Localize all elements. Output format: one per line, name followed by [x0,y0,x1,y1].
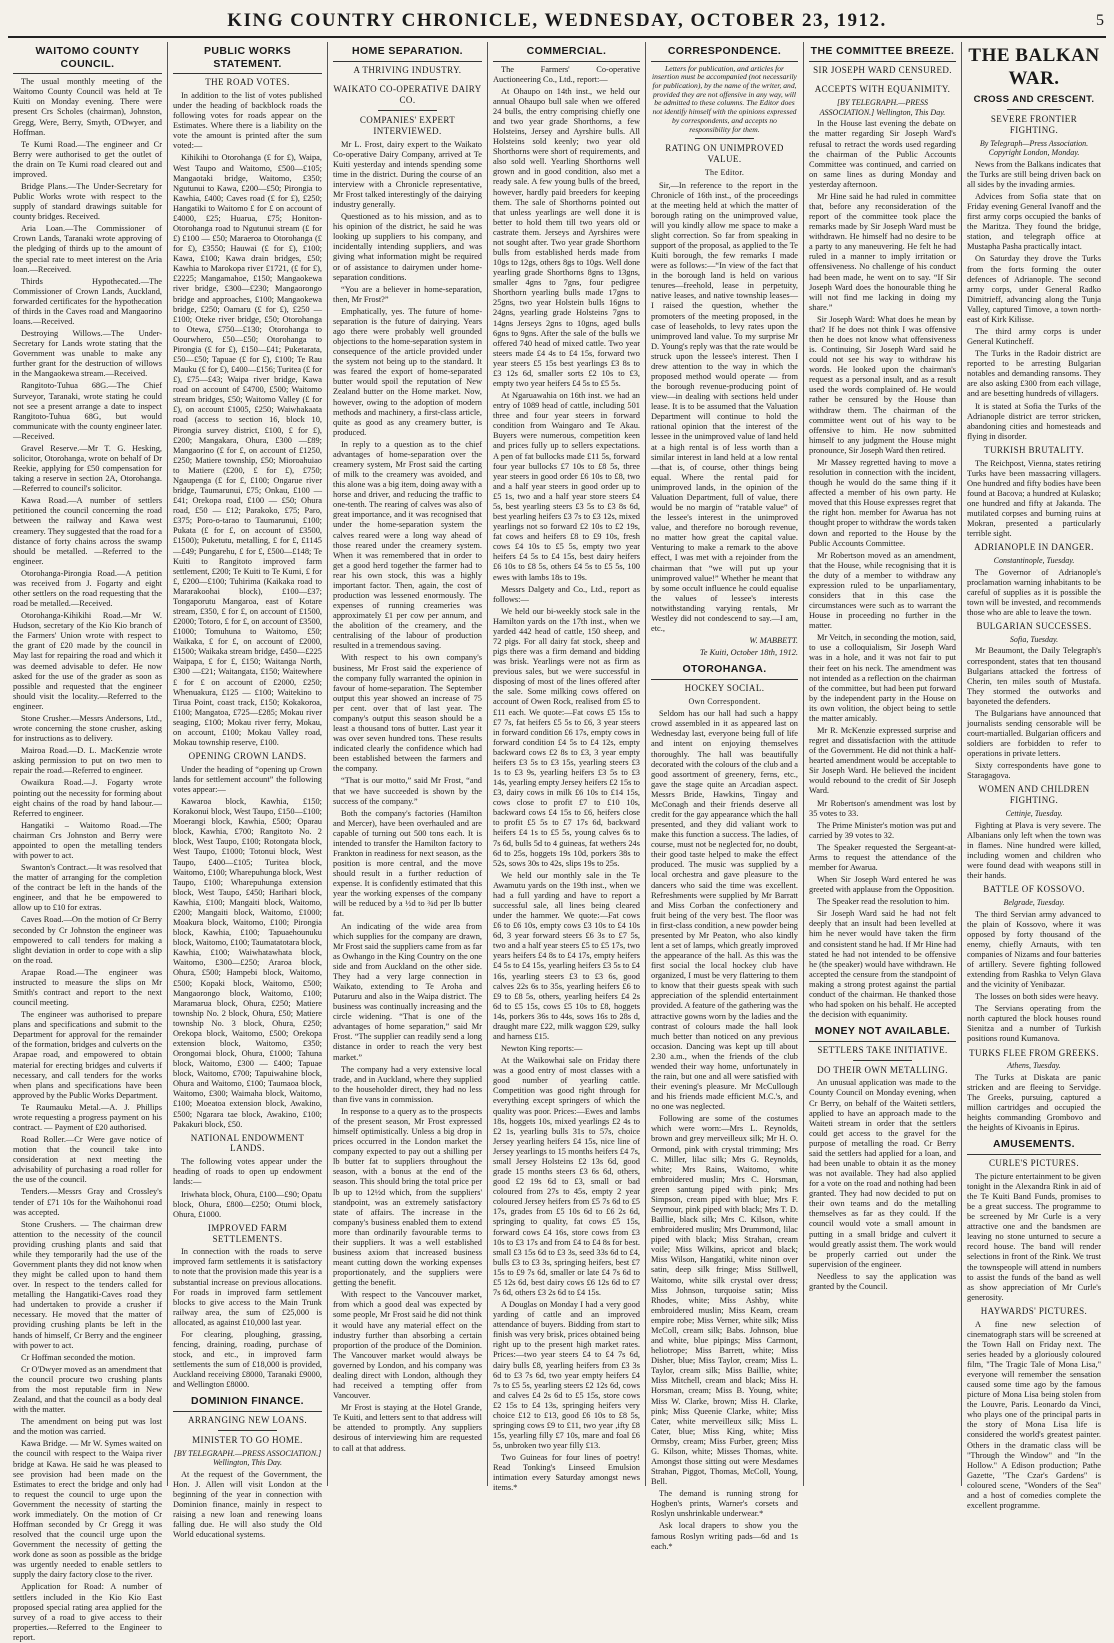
article-body [173,91,322,748]
deck-turks-flee: TURKS FLEE FROM GREEKS. [969,1047,1099,1058]
paragraph: The Reichpost, Vienna, states retiring Turks have been massacring villagers. One hundred and fifty bodies have been found at Bacova; a hundred at Kulasko; one hundred and fifty at Jakanda. The mutilated corpses and burning ruins at Mokran, presented a particularly terrible sight. [967,458,1101,539]
paragraph: Road Roller.—Cr Were gave notice of motion that the council take into consideration at next meeting the advisability of purchasing a road roller for the use of the council. [13,1135,162,1185]
columns [8,42,1106,1642]
dateline: Sofia, Tuesday. [1009,634,1059,644]
paragraph: Sixty correspondents have gone to Staragagova. [967,761,1101,781]
article-body [651,709,798,1551]
dateline: Constantinople, Tuesday. [993,556,1075,566]
column-correspondence [646,42,804,1551]
deck-rating-unimproved: RATING ON UNIMPROVED VALUE. [665,143,784,165]
paragraph: The picture entertainment to be given tonight in the Alexandra Rink in aid of the Te Kuiti Band Funds, promises to be a great success. The programme to be screened by Mr Curle is a very attractive one and the bandsmen are leaving no stone unturned to secure a record house. The band will render selections in front of the Rink. We trust the townspeople will attend in numbers to assist the funds of the band as well as show appreciation of Mr Curle's generosity. [967,1171,1101,1302]
article-body [173,1157,322,1219]
paragraph: Two Guineas for four lines of poetry! Read Tonking's Linseed Emulsion intimation every Saturday amongst news items.* [493,1453,640,1493]
paragraph: Sir Joseph Ward: What does he mean by that? If he does not think I was offensive then he does not know what offensiveness is. Continuing, Sir Joseph Ward said he could not see his way to withdraw his words. He looked upon the chairman's request as a personal insult, and as a result used the words complained of. He would rather be censured by the House than withdraw them. The chairman of the committee went out of his way to be offensive to him. He now submitted himself to any judgment the House might pronounce, Sir Joseph Ward then retired. [809,314,956,455]
headline-public-works: PUBLIC WORKS STATEMENT. [173,42,322,74]
paragraph: Advices from Sofia state that on Friday evening General Ivanoff and the first army corps occupied the banks of the Maritza. They found the bridge, station, and telegraph office at Mustapha Pasha practically intact. [967,192,1101,252]
headline-otorohanga: OTOROHANGA. [651,660,798,680]
masthead-title: KING COUNTRY CHRONICLE, WEDNESDAY, OCTOBER 23, 1912. [227,10,887,31]
deck-women-children: WOMEN AND CHILDREN FIGHTING. [978,784,1090,806]
paragraph: Thirds Hypothecated.—The Commissioner of Crown Lands, Auckland, forwarded certificates for the hypothecation of thirds in the Caves road and Mangaorino loans.—Received. [13,276,162,326]
paragraph: The engineer was authorised to prepare plans and specifications and submit to the Department for approval for the remainder of the formation, bridges and culverts on the Arapae road, and empowered to obtain material for erecting bridges and culverts if necessary, and call tenders for the works when plans and specifications have been approved by the Public Works Department. [13,1010,162,1100]
paragraph: The Speaker requested the Sergeant-at-Arms to request the attendance of the member for Awarua. [809,842,956,872]
column-committee-breeze [804,42,962,1486]
paragraph: The third army corps is under General Kutincheff. [967,327,1101,347]
paragraph: On Saturday they drove the Turks from the forts forming the outer defences of Adrianople. The second army corps, under General Radko Dimitrieff, advancing along the Tunja Valley, captured Timove, a town north-east of Kirk Kilisse. [967,254,1101,324]
paragraph: For clearing, ploughing, grassing, fencing, draining, roading, purchase of stock, and etc., in improved farm settlements the sum of £18,000 is provided, Auckland receiving £8000, Taranaki £9000, and Wellington £8000. [173,1329,322,1390]
paragraph: Cr Hoffman seconded the motion. [21,1352,136,1362]
deck-national-endowment: NATIONAL ENDOWMENT LANDS. [190,1132,305,1154]
paragraph: We held our monthly sale in the Te Awamutu yards on the 19th inst., when we had a full yarding and have to report a successful sale, all lines being cleared under the hammer. We quote:—Fat cows £6 to £6 10s, empty cows £3 10s to £4 10s 6d, 3 year forward steers £6 3s to £7 5s, two and a half year steers £5 to £5 17s, two years heifers £4 8s to £4 17s, empty heifers £4 5s to £4 15s, yearling heifers £3 5s to £4 16s, yearling steers £3 to £3 6s, good calves 22s 6s to 35s, yearling heifers £6 to £9 to £8 5s, others, yearling heifers £4 2s 6d to £5 15s, cows £5 10s to £8, hoggets 14s, porkers 36s to 44s, sows 16s to 28s d, draught mare £22, milk waggon £29, sulky and harness £15. [493,870,640,1042]
deck-thriving-industry: A THRIVING INDUSTRY. [353,64,462,75]
paragraph: Mr L. Frost, dairy expert to the Waikato Co-operative Dairy Company, arrived at Te Kuiti yesterday and intends spending some time in the district. During the course of an interview with a Chronicle representative, Mr Frost talked interestingly of the dairying industry generally. [333,139,482,210]
divider [378,79,438,80]
deck-waikato-dairy: WAIKATO CO-OPERATIVE DAIRY CO. [333,84,482,106]
dateline: Belgrade, Tuesday. [1003,897,1065,907]
deck-settlers-initiative: SETTLERS TAKE INITIATIVE. [817,1044,948,1055]
dateline: Cettinje, Tuesday. [1005,809,1063,819]
paragraph: Gravel Reserve.—Mr T. G. Hesking, solicitor, Otorohanga, wrote on behalf of Dr Reekie, applying for £50 compensation for taking a reserve in section 2A, Otorohanga.—Referred to council's solicitor. [13,443,162,494]
paragraph: Otorohanga-Pirongia Road.—A petition was received from J. Fogarty and eight other settlers on the road requesting that the road be metalled.—Received. [13,568,162,609]
paragraph: At the request of the Government, the Hon. J. Allen will visit London at the beginning of the year in connection with Dominion finance, mainly in respect to raising a new loan and renewing loans falling due. He will also study the Old World educational systems. [173,1469,322,1540]
deck-hockey-social: HOCKEY SOCIAL. [684,682,765,693]
article-body [651,181,798,635]
article-body [967,1172,1101,1303]
paragraph: The Speaker read the resolution to him. [817,897,950,907]
deck-road-votes: THE ROAD VOTES. [205,77,290,88]
paragraph: Mr Frost is staying at the Hotel Grande, Te Kuiti, and letters sent to that address will be attended to promptly. Any suppliers desirous of interviewing him are requested to call at that address. [333,1403,482,1453]
paragraph: The losses on both sides were heavy. [975,992,1099,1002]
deck-frontier-fighting: SEVERE FRONTIER FIGHTING. [990,113,1078,135]
paragraph: In reply to a question as to the chief advantages of home-separation over the creamery system, Mr Frost said the carting of milk to the creamery was avoided, and this alone was a big item, doing away with a horse and driver, and reducing the traffic to one-tenth. The rearing of calves was also of great importance, and it was recognised that under the home-separation system the calves reared were a long way ahead of those reared under the creamery system. When it was remembered that in order to get a good herd together the farmer had to rear his own stock, this was a highly important factor. Then, again, the cost of production was lessened enormously. The expenses of running creameries was approximately £1 per cow per annum, and the abolition of the creamery, and the centralising of the labour of production resulted in a tremendous saving. [333,439,482,651]
article-body [967,568,1101,618]
paragraph: At Ohaupo on 14th inst., we held our annual Ohaupo bull sale when we offered 24 bulls, the entry comprising chiefly one and two year grade Shorthorns, a few Holsteins, Jersey and Ayrshire bulls. All Holsteins sold keenly; two year old Shorthorns were short of requirements, and also sold well. Yearling Shorthorns well grown and in good condition, also met a ready sale. A few young bulls of the breed, however, hardly paid breeders for keeping them. The sale of Shorthorns pointed out that unless yearlings are well done it is better to hold them till two years old or castrate them. Jerseys and Ayrshires were not sought after. Two year grade Shorthorn bulls from established herds made from 10gs to 12gs, others 8gs to 10gs. Well done yearling grade Shorthorns 8gns to 13gns, smaller 4gns to 7gns, four pedigree Shorthorn yearling bulls made 17gns to 25gns, two year Holstein bulls 16gns to 24gns, yearling grade Holsteins 7gns to 14gns Jerseys 2gns to 10gns, aged bulls 6gns to 9gns. After the sale of the bulls we offered 740 head of mixed cattle. Two year steers made £4 4s to £4 15s, forward two year steers £5 15s best yearlings £3 8s to £3 12s 6d, smaller sorts £2 10s to £3, empty two year heifers £4 5s to £5 5s. [493,86,640,389]
paragraph: Mairoa Road.—D. L. MacKenzie wrote asking permission to put on two men to repair the road.—Referred to engineer. [13,746,162,776]
paragraph: The Turks in the Radoir district are reported to be arresting Bulgarian notables and demanding ransoms. They are also asking £300 from each village, and are besetting hundreds of villagers. [967,349,1101,399]
paragraph: Mr Beaumont, the Daily Telegraph's correspondent, states that ten thousand Bulgarians attacked the fortress of Cherin, ten miles south of Mustafa. They stormed the outworks and bayoneted the defenders. [967,646,1101,706]
paragraph: A fine new selection of cinematograph stars will be screened at the Town Hall on Friday next. The series headed by a gloriously coloured film, "The Tragic Tale of Mona Lisa," everyone will remember the sensation caused some time ago by the famous picture of Mona Lisa being stolen from the Louvre, Paris. Leonardo da Vinci, who plays one of the principal parts in the story of Mona Lisa life is considered the world's greatest painter. Others in the dramatic class will be "Through the Window" and "In the Hollow." A Edison production; Pathe Gazette, "The Czar's Gardens" is coloured scene, "Wonders of the Sea" and a host of comedies complete the excellent programme. [967,1319,1101,1511]
paragraph: Seldom has our hall had such a happy crowd assembled in it as appeared last on Wednesday last, everyone being full of life and intent on enjoying themselves thoroughly. The hall was beautifully decorated with the colours of the club and a good assortment of greenery, ferns, etc., gave the stage quite an Arcadian aspect. Messrs Bride, Hawkins, Tingay and McConagh and their friends deserve all credit for the gay appearance which the hall presented, and they did valiant work to make this function a success. The ladies, of course, must not be neglected for, no doubt, their good taste helped to make the effect produced. The music was supplied by a local orchestra and gave pleasure to the dancers who said the time was excellent. Refreshments were supplied by Mr Barratt and Miss Corban the confectionery and fruit being of the very best. The floor was in first-class condition, a new powder being presented by Mr Peaton, who also kindly lent a set of lamps, which greatly improved the appearance of the hall. As this was the first social the local hockey club have organized, I must be very flattering to them to know that their guests speak with such appreciation of the splendid entertainment provided. A feature of the gathering was the attractive gowns worn by the ladies and the contrast of colours made the hall look much better than noticed on any previous occasion. Dancing was kept up till about 2.30 a.m., when the friends of the club wended their way home, unfortunately in the rain, but one and all were satisfied with their evening's pleasure. Mr McCullough and his friends made efficient M.C.'s, and no one was neglected. [651,709,798,1112]
paragraph: Under the heading of “opening up Crown lands for settlement account” the following votes appear:— [173,764,322,795]
paragraph: The Prime Minister's motion was put and carried by 39 votes to 32. [809,820,956,840]
paragraph: Newton King reports:— [501,1044,583,1054]
paragraph: Mr Massey regretted having to move a resolution in connection with the incident, though he would do the same thing if it affected a member of his own party. He moved that this House expresses regret that the right hon. member for Awarua has not thought proper to withdraw the words taken down and reported to the House by the Public Accounts Committee. [809,457,956,548]
headline-commercial: COMMERCIAL. [493,42,640,62]
paragraph: Questioned as to his mission, and as to his opinion of the district, he said he was looking up suppliers to his company, and incidentally intending suppliers, and was giving what information might be required or of assistance to dairymen under home-separation conditions. [333,212,482,282]
column-home-separation [328,42,488,1486]
headline-amusements: AMUSEMENTS. [967,1135,1101,1155]
own-correspondent: Own Correspondent. [688,696,761,706]
editorial-notice: Letters for publication, and articles for insertion must be accompanied (not necessarily for publication), by the name of the writer, and, provided they are not offensive in any way, will be admitted to these columns. The Editor does not identify himself with the opinions expressed by correspondents, and accepts no responsibility for them. [652,63,797,134]
divider [853,79,912,80]
paragraph: The third Servian army advanced to the plain of Kossovo, where it was opposed by forty thousand of the enemy, chiefly Arnauts, with ten companies of Nizams and four batteries of artillery. Severe fighting followed extending from Rashka to Velyn Glava and the vicinity of Yenibazar. [967,909,1101,990]
paragraph: An indicating of the wide area from which supplies for the company are drawn, Mr Frost said the suppliers came from as far as Owhango in the King Country on the one side and from Auckland on the other side. They had a very large connection in Waikato, extending to Te Aroha and Putaruru and also in the Waipa district. The business was continually increasing and the circle widening. “That is one of the advantages of home separation,” said Mr Frost. “The supplier can readily send a long distance in order to reach the very best market.” [333,921,482,1062]
headline-home-separation: HOME SEPARATION. [333,42,482,62]
paragraph: Mr Robertson's amendment was lost by 35 votes to 33. [809,798,956,818]
article-body [493,65,640,1494]
column-waitomo-county-council [8,42,168,1642]
paragraph: Mr R. McKenzie expressed surprise and regret and dissatisfaction with the attitude of the Government. He did not think a half-hearted amendment would be acceptable to Sir Joseph Ward. He believed the incident would rebound to the credit of Sir Joseph Ward. [809,725,956,796]
headline-balkan-war: THE BALKAN WAR. [968,45,1100,89]
paragraph: Mr Veitch, in seconding the motion, said, to use a colloquialism, Sir Joseph Ward was in a hole, and it was not fair to put their feet on his neck. The amendment was not intended as a reflection on the chairman of the committee, but had been put forward by the independent party in the House on its own volition, the object being to settle the matter amicably. [809,633,956,723]
paragraph: Destroying Willows.—The Under-Secretary for Lands wrote stating that the Government was unable to make any further grant for the destruction of willows in the Mangaokewa stream.—Received. [13,329,162,379]
paragraph: Kawa Road.—A number of settlers petitioned the council concerning the road between the railway and Kawa west creamery. They suggested that the road for a distance of forty chains across the swamp should be metalled. —Referred to the engineer. [13,496,162,566]
deck-kossovo: BATTLE OF KOSSOVO. [983,884,1085,895]
paragraph: Kawa Bridge. — Mr W. Symes waited on the council with respect to the Waipa river bridge at Kawa. He said he was pleased to see provision had been made on the Estimates to erect the bridge and only had to request the council to urge upon the Government the necessity of starting the work immediately. On the motion of Cr Hoffman seconded by Cr Gregg it was resolved that the council urge upon the Government the necessity of getting the work done as soon as possible as the bridge was urgently needed to enable settlers to supply the dairy factory close to the river. [13,1439,162,1580]
paragraph: The company had a very extensive local trade, and in Auckland, where they supplied to the householder direct, they had no less than five vans in commission. [333,1064,482,1104]
paragraph: The amendment on being put was lost and the motion was carried. [13,1417,162,1437]
paragraph: A Douglas on Monday I had a very good yarding of cattle and an improved attendance of buyers. Bidding from start to finish was very brisk, prices obtained being right up to the present high market rates. Prices:—two year steers £4 to £4 7s 6d, dairy bulls £8, yearling heifers from £3 3s 6d to £3 7s 6d, two year empty heifers £4 7s to £5 5s, yearling steers £2 12s 6d, cows and calves £4 2s 6d to £5 15s, store cows £2 15s to £4 13s, springing heifers very choice £12 to £13, good £6 10s to £8 5s, springing cows £9 to £11, two year ,ifty £8 15s, yearling filly £7 10s, mare and foal £6 5s, unbroken two year filly £13. [493,1300,640,1451]
paragraph: Following are some of the costumes which were worn:—Mrs L. Reynolds, brown and grey merveilleux silk; Mr H. O. Ormond, pink with crystal trimming; Mrs C. Miller, lilac silk; Mrs G. Reynolds, white; Mrs Rains, Waitomo, white embroidered muslin; Mrs C. Horsman, green santung piped with pink; Mrs Simpson, cream piped with blue; Mrs F. Seymour, pink piped with black; Mrs T. D. Baillie, black silk; Mrs C. Kilson, white embroidered muslin; Mrs Drummond, lilac piped with black; Miss Strahan, cream voile; Miss Wilkins, apricot and black; Miss Wilson, Hangatiki, white ninon over satin, deep silk fringe; Miss Stillwell, Waitomo, white silk crystal over dress; Miss Johnson, turquoise satin; Miss Rhodes, white; Miss Ashby, white embroidered muslin; Miss Keam, cream empire robe; Miss Verner, white silk; Miss McColl, cream silk; Babs. Johnson, blue and white, blue pipings; Miss Carmont, heliotrope; Miss Barrett, white; Miss Disher, blue; Miss Taylor, cream; Miss L. Taylor, cream silk; Miss Baillie, white; Miss Mitchell, cream and black; Miss H. Horsman, cream; Miss B. Young, white; Miss W. Clarke, brown; Miss H. Clarke, pink; Miss Queenie Clarke, white; Miss Cater, white merveilleux silk; Miss L. Cater, blue; Miss King, white; Miss Ormsby, cream; Miss Furber, green; Miss G. Kilson, white; Misses Thomas, white. Amongst those sitting out were Mesdames Strahan, Piggot, Thomas, McColl, Young, Bell. [651,1114,798,1487]
paragraph: “That is our motto,” said Mr Frost, “and that we have succeeded is shown by the success of the company.” [333,776,482,806]
dateline: [BY TELEGRAPH.—PRESS ASSOCIATION.] Wellington, This Day. [173,1448,322,1468]
paragraph: The Servians operating from the north captured the block houses round Sienitza and a number of Turkish positions round Kumanova. [967,1004,1101,1044]
dateline: [BY TELEGRAPH.—PRESS ASSOCIATION.] Wellington, This Day. [819,98,946,117]
deck-turkish-brutality: TURKISH BRUTALITY. [984,444,1084,455]
divider [853,1060,912,1061]
paragraph: When Sir Joseph Ward entered he was greeted with applause from the Opposition. [809,875,956,895]
paragraph: Messrs Dalgety and Co., Ltd., report as follows:— [493,584,640,604]
deck-bulgarian-successes: BULGARIAN SUCCESSES. [976,621,1092,632]
deck-own-metalling: DO THEIR OWN METALLING. [817,1064,948,1075]
deck-new-loans: ARRANGING NEW LOANS. [187,1415,308,1426]
paragraph: Kihikihi to Otorohanga (£ for £), Waipa, West Taupo and Waitomo, £500—£105; Mangaotaki bridge, Waitomo, £350; Ngutunui to Kawa, £200—£50; Pirongia to Kawhia, £400; Caves road (£ for £), £250; Hangatiki to Waitomo £ for £ on account of £4000, £25; Huarua, £75; Honiton-Otorohanga road to Ngutunui stream (£ for £) £100 — £50; Maraeroa to Otorohanga (£ for £), £3550; Hauwai (£ for £), £100; Kawa, £100; Kawa drain bridges, £50; Kawhia to Marokopa river £1721, (£ for £), £2225; Mangamahoe, £150; Mangaokewa river bridge, £300—£230; Mangaorongo bridge and approaches, £100; Mangaokewa bridge, £250; Oamaru (£ for £), £250 — £100; Oteke river bridge, £50; Otorohanga to Otewa, £750—£130; Otorohanga to Oourwhero, £50—£50; Otorohanga to Pirongia (£ for £), £150—£41; Puketarata, £50—£50; Tapuae (£ for £), £100; Te Rau Mauku (£ for £), £400—£156; Turitea (£ for £), £75—£43; Waipa river bridge, Kawa road on account of £4700, £500; Waitomo stream bridges, £50; Waitomo Valley (£ for £), on account £1005, £250; Waiwhakaata road (access to section 16, block 10, Pirongia survey district, £100, £ for £), £200; Mangakara, Ohura, £300 —£89; Mangaorino (£ for £, on account of £1250, £250; Matiere township, £50; Mioroahuiao to Matiere (£200, £ for £), £750; Ngaupenga (£ for £, £100; Ongarue river bridge, Taumarunui, £75; Onkau, £100 —£41; Orekopa road, £100 — £50; Ohura road, £50 — £12; Parakoko, £75; Paro, £375; Poro-o-tarao to Taumarunui, £100; Pukata (£ for £, on account of £3500, £1500); Puketutu, metalling, £ for £, £1145—£49; Pungarehu, £ for £, £500—£148; Te Kuiti to Rangitoto improved farm settlement, £200; Te Kuiti to Te Kumi, £ for £, £200—£100; Tuhirima (Kaikaka road to Mararakoohai block), £100—£37; Tongaporutu Mangaroa, east of Kotare stream, £350, £ for £, on account of £1500, £2000; Totoro, £ for £, on account of £3500, £1000; Tomuhuna to Waitomo, £50; Waikaka, £ for £, on account of £2000, £1500; Waikaka stream bridge, £450—£225 Waipapa, £ for £, £150; Waitanga North, £300 —£21; Waitangata, £150; Waitewhere £ for £ on account of £2000, £250; Whenuakura, £125 — £100; Waitekino to Tirua Point, coast track, £150; Kokakoroa, £100; Mangatoa, £725—£285; Mokau river seaging, £100; Mokau river ferry, Mokau, on account, £100; Mokau Valley road, Mokau township reserve, £100. [173,153,322,747]
column-commercial [488,42,646,1493]
paragraph: Emphatically, yes. The future of home-separation is the future of dairying. Years ago there were probably well grounded objections to the home-separation system in consequence of the article provided under the system not being up to the standard. It was feared the export of home-separated butter would spoil the reputation of New Zealand butter on the Home market. Now, however, owing to the adoption of modern methods and machinery, a first-class article, quite as good as any creamery butter, is produced. [333,306,482,437]
article-body [173,1470,322,1541]
paragraph: Swanton's Contract.—It was resolved that the matter of arranging for the completion of the contract be left in the hands of the engineer, and that he be empowered to allow up to £10 for extras. [13,863,162,913]
headline-correspondence: CORRESPONDENCE. [651,42,798,62]
paragraph: With respect to his own company's business, Mr Frost said the experience of the company fully warranted the opinion in favour of home-separation. The September output this year showed an increase of 75 per cent. over that of last year. The company's output this season should be a least a thousand tons of butter. Last year it was over seven hundred tons. These results indicated clearly the confidence which had been established between the farmers and the company. [333,653,482,774]
deck-haywards-pictures: HAYWARDS' PICTURES. [980,1305,1088,1316]
deck-expert-interviewed: COMPANIES' EXPERT INTERVIEWED. [359,114,456,136]
article-body [173,1247,322,1390]
article-body [967,459,1101,540]
paragraph: Otorohanga-Kihikihi Road.—Mr W. Hudson, secretary of the Kio Kio branch of the Farmers' Union wrote with respect to the grant of £20 made by the council in May last for repairing the road and which it was deemed advisable to defer. He now asked for the use of the grader as soon as possible and requested that the engineer should visit the locality.—Referred to the engineer. [13,611,162,711]
paragraph: Kawaroa block, Kawhia, £150; Korakonui block, West Taupo, £150—£100; Moerangi block, Kawhia, £500; Oparau block, Kawhia, £700; Rangitoto No. 2 block, West Taupo, £100; Rotongata block, West Taupo, £1000; Totonui block, West Taupo, £400—£105; Turitea block, Waitomo, £100; Wharepuhunga block, West Taupo, £100; Wharepuhunga extension block, West Taupo, £450; Harihari block, Kawhia, £100; Mangaiti block, Waitomo, £200; Mangaiti block, Waitomo, £1000; Moakura block, Waitomo, £100; Pirongia block, Kawhia, £100; Tapuaehounuku block, Waitomo, £100; Taumatatotara block, Kawhia, £100; Waiwhatawhata block, Waitomo, £300—£250; Araroa block, Ohura, £500; Hampebi block, Waitomo, £500; Kopaki block, Waitomo, £500; Mangaorongo block, Waitomo, £100; Maramarua block, Ohura, £250; Matiere township No. 2 block, Ohura, £50; Matiere township No. 3 block, Ohura, £250; Orekopa block, Waitomo, £500; Orekopa extension block, Waitomo, £350; Orongomai block, Ohura, £1000; Tahuna block, Waitomo, £300 — £400; Tapuae block, Waitomo, £700; Tapuiwahine block, Ohura and Waitomo, £100; Taumaoa block, Waitomo, £300; Waimaha block, Waitomo, £100; Moeatoa extension block, Awakino, £500; Ngarara tae block, Awakino, £100; Pakakuri block, £50. [173,797,322,1129]
paragraph: In response to a query as to the prospects of the present season, Mr Frost expressed himself optimistically. Unless a big drop in prices occurred in the London market the company expected to pay out a shilling per lb butter fat to suppliers throughout the season, with a bonus at the end of the season. This should bring the total price per lb up to 12½d which, from the suppliers' standpoint, was an extremely satisfactory state of affairs. The increase in the company's business enabled them to extend more than ordinarily favourable terms to their suppliers. It was a well established business axiom that increased business meant cutting down the working expenses proportionately, and the suppliers were getting the benefit. [333,1106,482,1288]
paragraph: Stone Crushers. — The chairman drew attention to the necessity of the council providing crushing plants and said that while they temporarily had the use of the Government plants they did not know when they might be called upon to hand them over. In respect to the tenders called for metalling the Hangatiki-Caves road they had undertaken to provide a crusher if necessary. He moved that the matter of providing crushing plants be left in the hands of himself, Cr Berry and the engineer with power to act. [13,1219,162,1350]
deck-improved-farm: IMPROVED FARM SETTLEMENTS. [207,1222,288,1244]
paragraph: Bridge Plans.—The Under-Secretary for Public Works wrote with respect to the supply of standard drawings suitable for county bridges. Received. [13,181,162,222]
paragraph: Caves Road.—On the motion of Cr Berry seconded by Cr Johnston the engineer was empowered to call tenders for making a slight deviation in order to cope with a slip on the road. [13,915,162,965]
paragraph: In connection with the roads to serve improved farm settlements it is satisfactory to note that the provision made this year is a substantial increase on previous allocations. For roads in improved farm settlement blocks to give access to the Main Trunk railway area, the sum of £25,000 is allocated, as against £10,000 last year. [173,1247,322,1327]
paragraph: We held our bi-weekly stock sale in the Hamilton yards on the 17th inst., when we yarded 442 head of cattle, 150 sheep, and 72 pigs. For all dairy fat stock, sheep and pigs there was a firm demand and bidding was brisk. Yearlings were not as firm as previous sales, but we were successful in disposing of most of the lines offered after the sale. Some milking cows offered on account of Owen Rock, realised from £5 to £11 each. We quote:—Fat cows £5 15s to £7 7s, fat heifers £5 5s to £6, 3 year steers in forward condition £6 17s, empty cows in forward condition £4 5s to £4 12s, empty backward cows £2 8s to £3, 3 year empty heifers £3 5s to £3 15s, yearling steers £3 1s to £3 9s, yearling heifers £3 5s to £3 14s, yearling empty Jersey heifers £2 15s to £3, dairy cows in milk £6 10s to £14 15s, cows close to profit £7 to £10 10s, backward cows £4 15s to £6, heifers close to profit £5 5s to £7 17s 6d, backward heifers £4 1s to £5 5s, young calves 6s to 7s 6d, bulls 5d to 4 guineas, fat wethers 24s 6d to 25s, hoggets 19s 10d, porkers 38s to 52s, sows 30s to 42s, slips 19s to 25s. [493,606,640,868]
headline-money-not-available: MONEY NOT AVAILABLE. [809,1022,956,1042]
headline-committee-breeze: THE COMMITTEE BREEZE. [809,42,956,62]
paragraph: Arapae Road.—The engineer was instructed to measure the slips on Mr Smith's contract and report to the next council meeting. [13,967,162,1008]
article-body [809,1078,956,1292]
paragraph: Te Raumauku Metal.—A. J. Phillips wrote requesting a progress payment on his contract. — Payment of £20 authorised. [13,1102,162,1132]
paragraph: Cr O'Dwyer moved as an amendment that the council procure two crushing plants from the most reputable firm in New Zealand, and that the council as a body deal with the matter. [13,1364,162,1415]
paragraph: Ask local drapers to show you the famous Roslyn writing pads—6d and 1s each.* [651,1521,798,1551]
paragraph: The usual monthly meeting of the Waitomo County Council was held at Te Kuiti on Monday evening. There were present Crs Scholes (chairman), Johnston, Gregg, Were, Berry, Smyth, O'Dwyer, and Hoffman. [13,77,162,137]
article-body [967,1320,1101,1511]
deck-adrianople: ADRIANOPLE IN DANGER. [974,542,1094,553]
paragraph: In addition to the list of votes published under the heading of backblock roads the following votes for roads appear on the Estimates. Where there is a liability on the vote the amount is printed after the sum voted:— [173,90,322,151]
paragraph: In the House last evening the debate on the matter regarding Sir Joseph Ward's refusal to retract the words used regarding the chairman of the Public Accounts Committee was continued, and carried on on same lines as during Monday and yesterday afternoon. [809,119,956,189]
divider [378,110,438,111]
paragraph: Both the company's factories (Hamilton and Mercer), have been overhauled and are capable of turning out 500 tons each. It is intended to transfer the Hamilton factory to Frankton in readiness for next season, as the position is more central, and the move should result in a further reduction of expense. It is confidently estimated that this year the working expenses of the company will be reduced by a ½d to ¾d per lb butter fat. [333,808,482,919]
page-number: 5 [1096,12,1104,29]
deck-curles-pictures: CURLE'S PICTURES. [989,1158,1079,1168]
paragraph: Sir Joseph Ward said he had not felt deeply that an insult had been levelled at him he never would have taken the firm and consistent stand he had. If Mr Hine had stated he had not intended to be offensive he (the speaker) would have withdrawn. He accepted the censure from the standpoint of making a strong protest against the partial conduct of the chairman. He thanked those who had spoken on his behalf. He accepted the decision with equanimity. [809,909,956,1020]
paragraph: Hangatiki – Waitomo Road.—The chairman Crs Johnston and Berry were appointed to open the metalling tenders with power to act. [13,820,162,860]
paragraph: Sir,—In reference to the report in the Chronicle of 16th inst., of the proceedings at the meeting held at which the matter of borough rating on the unimproved value, will you kindly allow me space to make a slight correction. So far from speaking in support of the proposal, as applied to the Te Kuiti borough, the few remarks I made were as follows:—“In view of the fact that in the borough land is held on various tenures—freehold, lease in perpetuity, native leases, and native township leases—I raised the question, whether the promoters of the meeting proposed, in the case of leaseholds, to levy rates upon the unimproved land value. To my surprise Mr D. Young's reply was that the rate would be struck upon the lessee's interest. Then I drew attention to the way in which the proposed method would operate — from the borough revenue-producing point of view—in dealing with sections held under lease. It is to be assumed that the Valuation Department will continue to hold the rational opinion that the interest of the lessee in the unimproved value of land held at a high rental is of less worth than a similar interest in land held at a low rental—that is, of course, other things being equal. Where the rental paid for unimproved lands, in the opinion of the Valuation Department, full of value, there would be no margin of “ratable value” of the lessee's interest in the unimproved value, and therefore no borough revenue, no matter how great the capital value. Venturing to make a remark to the above effect, I was met with a rejoinder from the chairman that “we will put up your unimproved value!” Whether he meant that by some occult influence he could equalise the values of lessee's interests notwithstanding varying rentals, Mr Westley did not condescend to say.—I am, etc., [651,180,798,633]
deck-cross-crescent: CROSS AND CRESCENT. [973,93,1095,105]
paragraph: Tenders.—Messrs Gray and Crossley's tender of £71 10s for the Waihohonui road was accepted. [13,1187,162,1217]
headline-dominion-finance: DOMINION FINANCE. [173,1392,322,1412]
divider [695,138,754,139]
deck-ward-censured: SIR JOSEPH WARD CENSURED. [813,64,952,75]
paragraph: The Turks at Diskata are panic stricken and are fleeing to Servidge. The Greeks, pursuing, captured a million cartridges and occupied the heights commanding Grombovo and the heights of Kivoanis in Epirus. [967,1072,1101,1133]
paragraph: Rangitoto-Tuhua 68G.—The Chief Surveyor, Taranaki, wrote stating he could not see a present arrange a date to inspect Rangitoto-Tuhua 68G, but would communicate with the county engineer later.—Received. [13,381,162,441]
paragraph: Stone Crusher.—Messrs Andersons, Ltd., wrote concerning the stone crusher, asking for instructions as to delivery. [13,713,162,744]
signature: W. MABBETT. [749,636,798,646]
article-body [173,765,322,1130]
dateline: Athens, Tuesday. [1007,1061,1061,1071]
paragraph: Mr Hine said he had ruled in committee that, before any reconsideration of the report of the committee took place the remarks made by Sir Joseph Ward must be withdrawn. He himself had no desire to be a party to any maneuvering. He felt he had ruled in a manner to imply irritation or offensiveness. No challenge of his conduct had been made, he went on to say. “If Sir Joseph Ward does the honourable thing he will not find me lacking in doing my share.” [809,191,956,312]
deck-equanimity: ACCEPTS WITH EQUANIMITY. [814,84,951,95]
deck-opening-crown-lands: OPENING CROWN LANDS. [188,751,307,762]
paragraph: News from the Balkans indicates that the Turks are still being driven back on all sides by the invading armies. [967,159,1101,189]
paragraph: Application for Road: A number of settlers included in the Kio Kio East proposed special rating area applied for the survey of a road to give access to their properties.—Referred to the Engineer to report. [13,1582,162,1642]
paragraph: The following votes appear under the heading of roads to open up endowment lands:— [173,1157,322,1187]
divider [1007,109,1061,110]
paragraph: Iriwhata block, Ohura, £100—£90; Opatu block, Ohura, £800—£250; Otumi block, Ohura, £1000. [173,1189,322,1219]
paragraph: Te Kumi Road.—The engineer and Cr Berry were authorised to get the outlet of the drain on Te Kumi road cleared out and improved. [13,139,162,179]
paragraph: Aria Loan.—The Commissioner of Crown Lands, Taranaki wrote approving of the pledging of thirds up to the amount of the special rate to meet interest on the Aria loan.—Received. [13,224,162,274]
article-body [809,119,956,1020]
signature-place: Te Kuiti, October 18th, 1912. [699,648,798,658]
paragraph: “You are a believer in home-separation, then, Mr Frost?” [333,284,482,304]
paragraph: Mr Robertson moved as an amendment, that the House, while recognising that it is the duty of a member to withdraw any expression ruled to be unparliamentary, considers that in this case the circumstances were such as to warrant the House in proceeding no further in the matter. [809,550,956,631]
paragraph: At the Waikowhai sale on Friday there was a good entry of most classes with a good number of yearling cattle. Competition was good right through for everything except springers of which the quality was poor. Prices:—Ewes and lambs 18s, hoggets 10s, mixed yearlings £2 4s to £2 1s, yearling bulls 31s to 57s, choice Jersey yearling heifers £4 15s, nice line of Jersey yearlings to 15 months heifers £4 7s, small Jersey Holsteins £2 13s 6d, good grade 15 months steers £3 6s 6d, others, good £2 19s 6d to £3, small or bad coloured from 27s to 45s, empty 2 year coloured Jersey heifers from £5 7s 6d to £5 17s, grades from £5 10s 6d to £6 2s 6d, springing to quality, fat cows £5 15s, forward cows £4 16s, store cows from £3 10s to £3 17s and from £4 to £4 8s for best. small £3 15s 6d to £3 3s, seed 33s 6d to £4, bulls £3 to £3 3s, springing heifers, best £7 15s to £9 7s 6d, smaller or late £4 7s 6d to £5 12s 6d, best dairy cows £6 12s 6d to £7 7s 6d, others £3 2s 6d to £4 15s. [493,1056,640,1297]
article-body [967,910,1101,1045]
article-body [967,160,1101,442]
dateline: By Telegraph—Press Association. Copyright London, Monday. [979,138,1089,158]
paragraph: Fighting at Plava is very severe. The Albanians only left when the town was in flames. Nine hundred were killed, including women and children who were found dead with weapons still in their hands. [967,820,1101,881]
paragraph: At Ngaruawahia on 16th inst. we had an entry of 1089 head of cattle, including 501 three and four year steers in forward condition from Waingaro and Te Akau. Buyers were numerous, competition keen and prices fully up to sellers expectations. A pen of fat bullocks made £11 5s, forward four year bullocks £7 10s to £8 5s, three year steers in good order £6 10s to £8, two and a half year steers in good order up to £5 1s, two and a half year store steers £4 5s, best yearling steers £3 5s to £3 8s 6d, best yearling heifers £3 7s to £3 12s, mixed yearlings not so forward £2 10s to £2 19s, fat cows and heifers £8 to £9 10s, fresh cows £4 10s to £5 5s, empty two year heifers £4 5s to £4 15s, best dairy heifers £6 10s to £8 5s, others £4 5s to £5 5s, 100 ewes with lambs 18s to 19s. [493,391,640,582]
article-body [967,1073,1101,1133]
divider [218,1430,278,1431]
paragraph: Needless to say the application was granted by the Council. [809,1271,956,1291]
headline-waitomo-county-council: WAITOMO COUNTY COUNCIL. [13,42,162,74]
deck-minister-home: MINISTER TO GO HOME. [192,1434,303,1445]
article-body [967,646,1101,781]
paragraph: It is stated at Sofia the Turks of the Adrianople district are terror stricken, abandoning cities and homesteads and flying in disorder. [967,401,1101,441]
paragraph: Owaikura Road.—J. Fogarty wrote pointing out the necessity for forming about eight chains of the road by hand labour.—Referred to engineer. [13,778,162,818]
column-balkan-war [962,42,1106,1511]
paragraph: An unusual application was made to the County Council on Monday evening, when Cr Berry, on behalf of the Waiteti settlers, applied to have an approach made to the Waiteti stream in order that the settlers could get access to the gravel for the purpose of metalling the road. Cr Berry said the settlers had applied for a loan, and had been unable to obtain it as the money was not available. They had also applied for a vote on the road and nothing had been granted. They had now decided to put on their own teams and do the metalling themselves as far as they could. If the council would vote a small amount in putting in a small bridge and culvert it would greatly assist them. The work would be properly carried out under the supervision of the engineer. [809,1078,956,1269]
paragraph: The Farmers' Co-operative Auctioneering Co., Ltd., report:— [493,64,640,84]
article-body [13,77,162,1643]
salutation: The Editor. [704,167,745,177]
paragraph: With respect to the Vancouver market, from which a good deal was expected by some people, Mr Frost said he did not think it would have any material effect on the industry further than absorbing a certain proportion of the produce of the Dominion. The Vancouver market would always be governed by London, and his company was dealing direct with London, although they had received a tempting offer from Vancouver. [333,1290,482,1401]
column-public-works [168,42,328,1540]
paragraph: The Bulgarians have announced that journalists sending censorable will be court-martialled. Bulgarian officers and soldiers are forbidden to refer to operations in private letters. [967,708,1101,759]
paragraph: The Governor of Adrianople's proclamation warning inhabitants to be careful of supplies as it is possible the town will be invested, and recommends those who are able to leave the town. [967,567,1101,617]
article-body [333,140,482,1454]
masthead [8,6,1106,38]
paragraph: The demand is running strong for Hogben's prints, Warner's corsets and Roslyn unshrinkable underwear.* [651,1489,798,1519]
article-body [967,821,1101,881]
